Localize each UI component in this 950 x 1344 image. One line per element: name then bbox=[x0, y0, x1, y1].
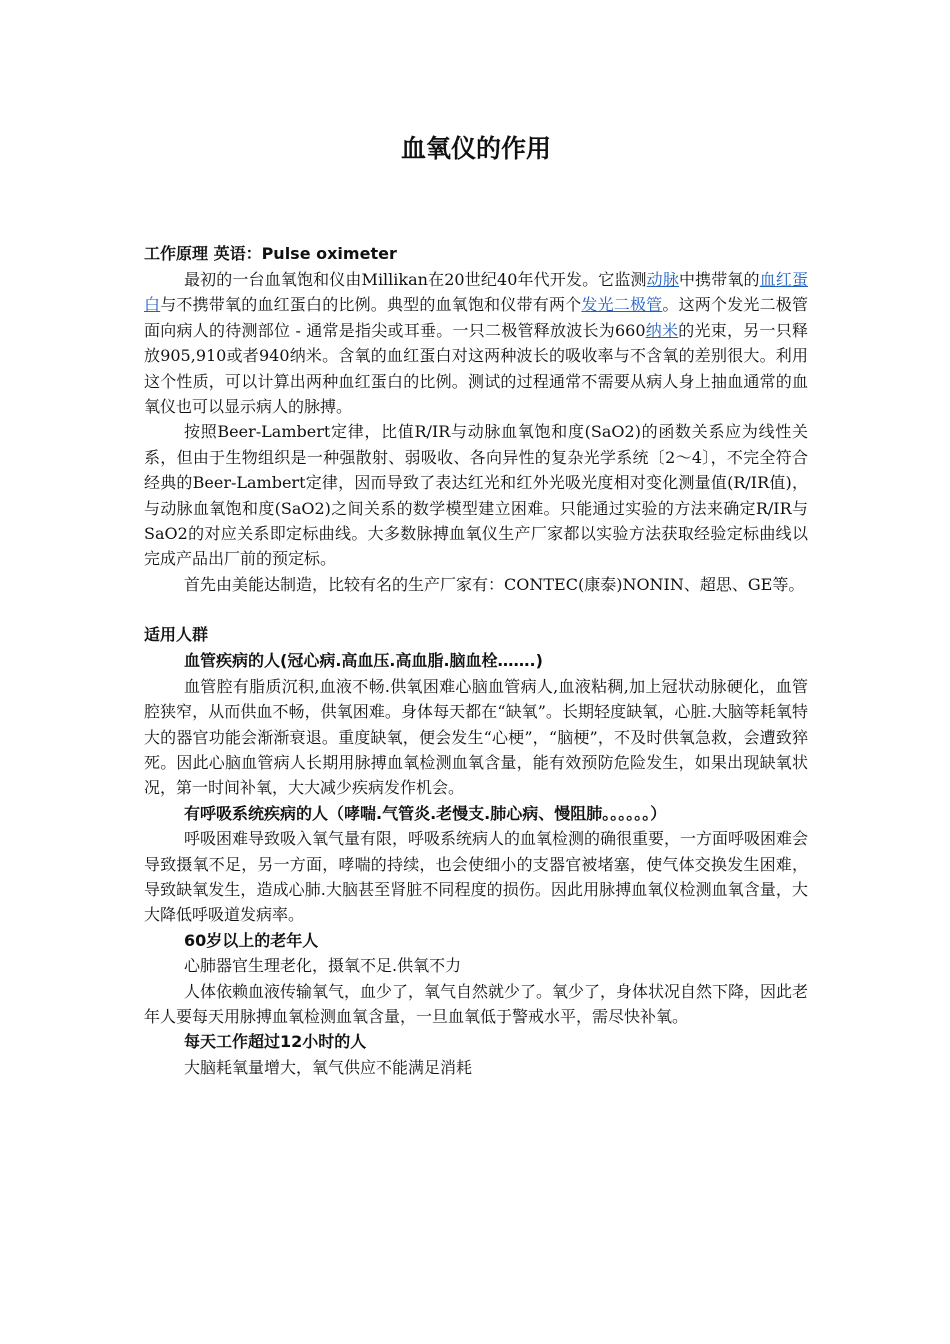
text-run: 的光束，另一只释放905,910或者940纳米。含氧的血红蛋白对这两种波长的吸收率与不含氧的差别很大。利用这个性质，可以计算出两种血红蛋白的比例。测试的过程通常不需要从病人身上抽血通常的血氧仪也可以显示病人的脉搏。 bbox=[144, 320, 808, 417]
group-text-elderly-2: 人体依赖血液传输氧气，血少了，氧气自然就少了。氧少了，身体状况自然下降，因此老年人要每天用脉搏血氧检测血氧含量，一旦血氧低于警戒水平，需尽快补氧。 bbox=[144, 981, 809, 1026]
text-run: 与不携带氧的血红蛋白的比例。典型的血氧饱和仪带有两个 bbox=[160, 295, 582, 315]
text-run: 最初的一台血氧饱和仪由Millikan在20世纪40年代开发。它监测 bbox=[184, 270, 647, 289]
group-title-long-hours: 每天工作超过12小时的人 bbox=[184, 1032, 367, 1052]
text-run: 。这两个发光二极管面向病人的待测部位 - 通常是指尖或耳垂。一只二极管释放波长为660 bbox=[144, 295, 808, 340]
group-text-respiratory: 呼吸困难导致吸入氧气量有限，呼吸系统病人的血氧检测的确很重要，一方面呼吸困难会导致摄氧不足，另一方面，哮喘的持续，也会使细小的支器官被堵塞，使气体交换发生困难，导致缺氧发生，造成心肺.大脑甚至肾脏不同程度的损伤。因此用脉搏血氧仪检测血氧含量，大大降低呼吸道发病率。 bbox=[144, 829, 809, 925]
group-text-vascular: 血管腔有脂质沉积,血液不畅.供氧困难心脑血管病人,血液粘稠,加上冠状动脉硬化，血管腔狭窄，从而供血不畅，供氧困难。身体每天都在“缺氧”。长期轻度缺氧，心脏.大脑等耗氧特大的器官功能会渐渐衰退。重度缺氧，便会发生“心梗”，“脑梗”，不及时供氧急救，会遭致猝死。因此心脑血管病人长期用脉搏血氧检测血氧含量，能有效预防危险发生，如果出现缺氧状况，第一时间补氧，大大减少疾病发作机会。 bbox=[144, 676, 808, 798]
group-title-elderly: 60岁以上的老年人 bbox=[184, 930, 319, 950]
document-body bbox=[144, 241, 808, 1080]
link-hemoglobin[interactable]: 血红蛋白 bbox=[144, 270, 808, 315]
paragraph-principle-1 bbox=[144, 267, 808, 419]
section-heading-applicable-groups: 适用人群 bbox=[144, 625, 209, 645]
paragraph-principle-2: 按照Beer-Lambert定律，比值R/IR与动脉血氧饱和度(SaO2)的函数关系应为线性关系，但由于生物组织是一种强散射、弱吸收、各向异性的复杂光学系统〔2～4〕，不完全符合经典的Beer-Lambert定律，因而导致了表达红光和红外光吸光度相对变化测量值(R/IR值)，与动脉血氧饱和度(SaO2)之间关系的数学模型建立困难。只能通过实验的方法来确定R/IR与SaO2的对应关系即定标曲线。大多数脉搏血氧仪生产厂家都以实验方法获取经验定标曲线以完成产品出厂前的预定标。 bbox=[144, 422, 808, 569]
text-run: 中携带氧的 bbox=[678, 270, 760, 289]
paragraph-manufacturers: 首先由美能达制造，比较有名的生产厂家有：CONTEC(康泰)NONIN、超思、GE等。 bbox=[184, 574, 805, 594]
group-title-respiratory: 有呼吸系统疾病的人（哮喘.气管炎.老慢支.肺心病、慢阻肺。。。。。。） bbox=[184, 803, 667, 823]
link-led[interactable]: 发光二极管 bbox=[581, 295, 663, 315]
group-text-long-hours: 大脑耗氧量增大，氧气供应不能满足消耗 bbox=[184, 1057, 473, 1077]
page-title: 血氧仪的作用 bbox=[400, 134, 551, 163]
group-title-vascular: 血管疾病的人(冠心病.高血压.高血脂.脑血栓…….) bbox=[184, 651, 543, 671]
group-text-elderly-1: 心肺器官生理老化，摄氧不足.供氧不力 bbox=[184, 956, 462, 976]
link-nanometer[interactable]: 纳米 bbox=[645, 320, 679, 340]
link-artery[interactable]: 动脉 bbox=[646, 270, 679, 289]
section-heading-principle: 工作原理 英语：Pulse oximeter bbox=[144, 244, 397, 263]
spacer bbox=[144, 597, 808, 622]
